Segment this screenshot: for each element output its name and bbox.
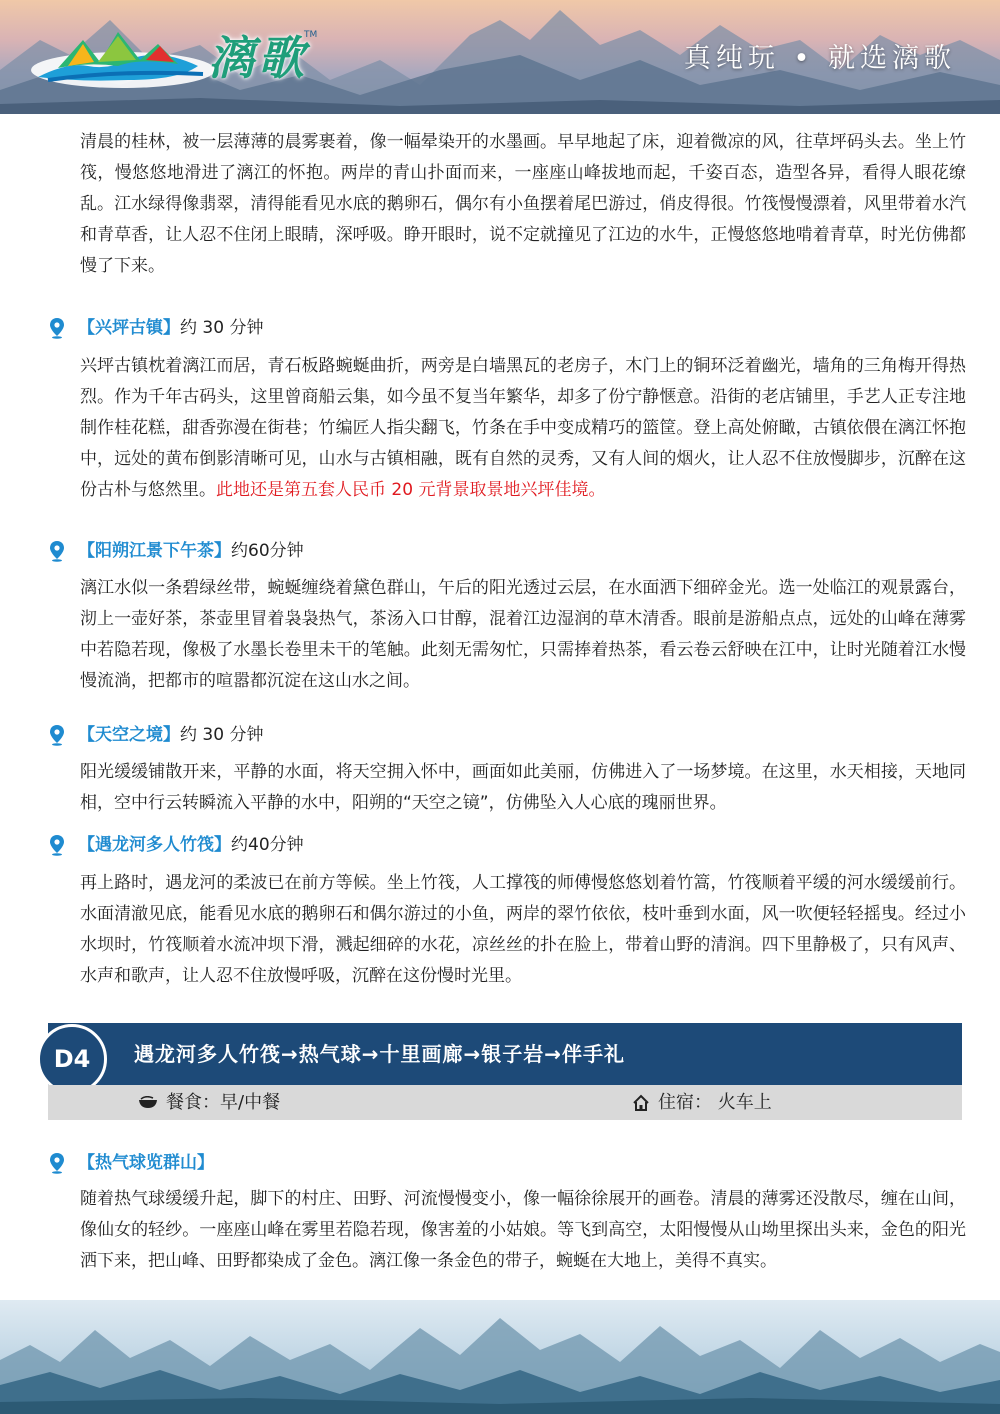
trademark-mark: TM [304, 30, 318, 40]
meals-info [138, 1085, 280, 1120]
poi-text-xingping [80, 351, 966, 506]
poi-duration: 约40分钟 [231, 835, 304, 855]
intro-paragraph: 清晨的桂林，被一层薄薄的晨雾裹着，像一幅晕染开的水墨画。早早地起了床，迎着微凉的风，往草坪码头去。坐上竹筏，慢悠悠地滑进了漓江的怀抱。两岸的青山扑面而来，一座座山峰拔地而起，千姿百态，造型各异，看得人眼花缭乱。江水绿得像翡翠，清得能看见水底的鹅卵石，偶尔有小鱼摆着尾巴游过，俏皮得很。竹筏慢慢漂着，风里带着水汽和青草香，让人忍不住闭上眼睛，深呼吸。睁开眼时，说不定就撞见了江边的水牛，正慢悠悠地啃着青草，时光仿佛都慢了下来。 [80, 132, 966, 276]
poi-heading-sky-mirror [48, 721, 948, 749]
page-header [0, 0, 1000, 114]
location-pin-icon [48, 317, 66, 339]
poi-duration: 约 30 分钟 [180, 318, 264, 338]
location-pin-icon [48, 834, 66, 856]
poi-heading-yulong-raft [48, 831, 948, 859]
poi-heading-xingping [48, 314, 948, 342]
poi-title: 【阳朔江景下午茶】 [78, 541, 231, 561]
house-icon [632, 1094, 650, 1112]
lodging-info [632, 1085, 772, 1120]
poi-title: 【热气球览群山】 [78, 1153, 214, 1173]
header-slogan: 真纯玩 • 就选漓歌 [683, 43, 956, 74]
day-info-bar [48, 1085, 962, 1120]
lodging-label: 住宿： 火车上 [658, 1092, 772, 1113]
poi-title: 【天空之境】 [78, 725, 180, 745]
poi-duration: 约 30 分钟 [180, 725, 264, 745]
poi-highlight-note: 此地还是第五套人民币 20 元背景取景地兴坪佳境。 [216, 480, 606, 500]
meals-label: 餐食：早/中餐 [166, 1092, 281, 1113]
page-footer [0, 1300, 1000, 1414]
day-route: 遇龙河多人竹筏→热气球→十里画廊→银子岩→伴手礼 [134, 1042, 626, 1066]
poi-title: 【遇龙河多人竹筏】 [78, 835, 231, 855]
day-route-bar [48, 1023, 962, 1085]
poi-text-yulong-raft: 再上路时，遇龙河的柔波已在前方等候。坐上竹筏，人工撑筏的师傅慢悠悠划着竹篙，竹筏顺着平缓的河水缓缓前行。水面清澈见底，能看见水底的鹅卵石和偶尔游过的小鱼，两岸的翠竹依依，枝叶垂到水面，风一吹便轻轻摇曳。经过小水坝时，竹筏顺着水流冲坝下滑，溅起细碎的水花，凉丝丝的扑在脸上，带着山野的清润。四下里静极了，只有风声、水声和歌声，让人忍不住放慢呼吸，沉醉在这份慢时光里。 [80, 873, 966, 986]
poi-text-afternoon-tea: 漓江水似一条碧绿丝带，蜿蜒缠绕着黛色群山，午后的阳光透过云层，在水面洒下细碎金光。选一处临江的观景露台，沏上一壶好茶，茶壶里冒着袅袅热气，茶汤入口甘醇，混着江边湿润的草木清香。眼前是游船点点，远处的山峰在薄雾中若隐若现，像极了水墨长卷里未干的笔触。此刻无需匆忙，只需捧着热茶，看云卷云舒映在江中，让时光随着江水慢慢流淌，把都市的喧嚣都沉淀在这山水之间。 [80, 578, 966, 691]
location-pin-icon [48, 1152, 66, 1174]
poi-description: 兴坪古镇枕着漓江而居，青石板路蜿蜒曲折，两旁是白墙黑瓦的老房子，木门上的铜环泛着幽光，墙角的三角梅开得热烈。作为千年古码头，这里曾商船云集，如今虽不复当年繁华，却多了份宁静惬意。沿街的老店铺里，手艺人正专注地制作桂花糕，甜香弥漫在街巷；竹编匠人指尖翻飞，竹条在手中变成精巧的篮筐。登上高处俯瞰，古镇依偎在漓江怀抱中，远处的黄布倒影清晰可见，山水与古镇相融，既有自然的灵秀，又有人间的烟火，让人忍不住放慢脚步，沉醉在这份古朴与悠然里。 [80, 356, 966, 500]
poi-text-hot-air-balloon: 随着热气球缓缓升起，脚下的村庄、田野、河流慢慢变小，像一幅徐徐展开的画卷。清晨的薄雾还没散尽，缠在山间，像仙女的轻纱。一座座山峰在雾里若隐若现，像害羞的小姑娘。等飞到高空，太阳慢慢从山坳里探出头来，金色的阳光洒下来，把山峰、田野都染成了金色。漓江像一条金色的带子，蜿蜒在大地上，美得不真实。 [80, 1189, 966, 1271]
poi-duration: 约60分钟 [231, 541, 304, 561]
bowl-icon [138, 1096, 158, 1110]
brand-name: 漓歌 [208, 31, 308, 85]
poi-title: 【兴坪古镇】 [78, 318, 180, 338]
karst-mountains-footer [0, 1300, 1000, 1414]
poi-text-sky-mirror: 阳光缓缓铺散开来，平静的水面，将天空拥入怀中，画面如此美丽，仿佛进入了一场梦境。在这里，水天相接，天地同相，空中行云转瞬流入平静的水中，阳朔的“天空之镜”，仿佛坠入人心底的瑰丽世界。 [80, 762, 966, 813]
day-badge: D4 [37, 1024, 107, 1094]
location-pin-icon [48, 540, 66, 562]
poi-heading-afternoon-tea [48, 537, 948, 565]
location-pin-icon [48, 724, 66, 746]
poi-heading-hot-air-balloon [48, 1149, 948, 1177]
